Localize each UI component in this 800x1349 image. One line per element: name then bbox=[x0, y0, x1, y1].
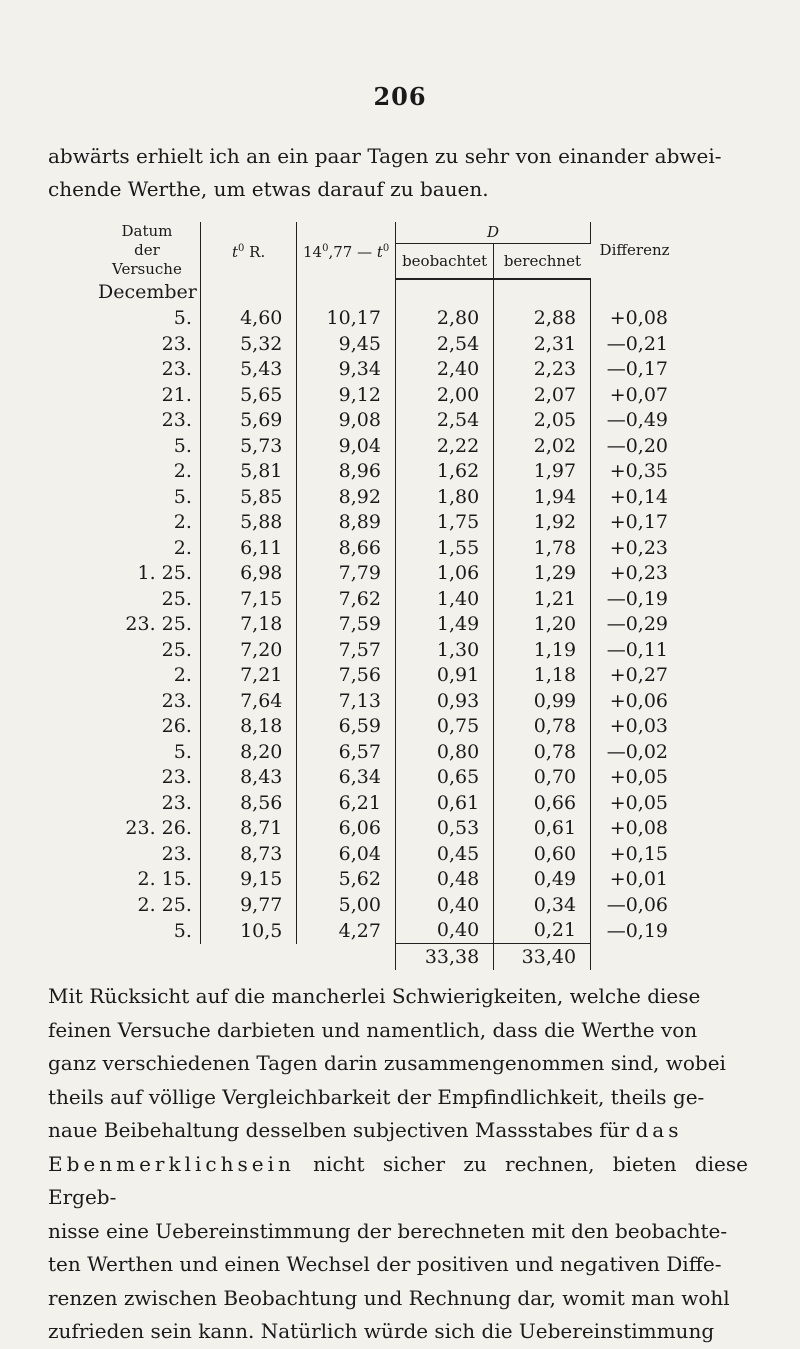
cell-datum: 26. bbox=[94, 714, 200, 740]
cell-t: 7,21 bbox=[200, 663, 297, 689]
table-row bbox=[94, 790, 678, 816]
cell-diff-t: 7,13 bbox=[297, 688, 396, 714]
measurement-table bbox=[94, 222, 678, 970]
cell-berechnet: 1,18 bbox=[494, 663, 591, 689]
cell-t: 5,32 bbox=[200, 331, 297, 357]
cell-beobachtet: 0,45 bbox=[395, 841, 493, 867]
body-spaced-das: das bbox=[635, 1118, 683, 1142]
cell-datum: 2. bbox=[94, 459, 200, 485]
cell-beobachtet: 1,30 bbox=[395, 637, 493, 663]
header-d: D bbox=[395, 222, 590, 244]
cell-diff-t: 8,92 bbox=[297, 484, 396, 510]
cell-t: 5,65 bbox=[200, 382, 297, 408]
cell-differenz: —0,21 bbox=[606, 332, 668, 355]
cell-differenz: +0,05 bbox=[609, 766, 668, 789]
cell-differenz: —0,19 bbox=[606, 587, 668, 610]
cell-berechnet: 1,97 bbox=[494, 459, 591, 485]
intro-line-1: abwärts erhielt ich an ein paar Tagen zu sehr von einander abwei- bbox=[48, 144, 722, 168]
header-berechnet: berechnet bbox=[494, 244, 591, 279]
table-row bbox=[94, 459, 678, 485]
cell-datum: 23. 26. bbox=[94, 816, 200, 842]
cell-berechnet: 2,02 bbox=[494, 433, 591, 459]
cell-differenz: +0,27 bbox=[609, 664, 668, 687]
body-line-10: zufrieden sein kann. Natürlich würde sich die Uebereinstimmung bbox=[48, 1319, 715, 1343]
cell-beobachtet: 0,75 bbox=[395, 714, 493, 740]
body-paragraph bbox=[48, 980, 748, 1349]
cell-diff-t: 9,45 bbox=[297, 331, 396, 357]
cell-beobachtet: 0,93 bbox=[395, 688, 493, 714]
sum-row bbox=[94, 944, 678, 970]
cell-datum: 2. bbox=[94, 663, 200, 689]
cell-beobachtet: 0,61 bbox=[395, 790, 493, 816]
table-row bbox=[94, 586, 678, 612]
cell-berechnet: 2,07 bbox=[494, 382, 591, 408]
cell-t: 6,98 bbox=[200, 561, 297, 587]
body-line-7: nisse eine Uebereinstimmung der berechneten mit den beobachte- bbox=[48, 1218, 728, 1243]
body-line-5 bbox=[48, 1114, 748, 1148]
table-row bbox=[94, 306, 678, 332]
cell-t: 8,56 bbox=[200, 790, 297, 816]
cell-diff-t: 10,17 bbox=[297, 306, 396, 332]
body-line-3: ganz verschiedenen Tagen darin zusammengenommen sind, wobei bbox=[48, 1051, 726, 1075]
cell-berechnet: 2,23 bbox=[494, 357, 591, 383]
cell-beobachtet: 1,75 bbox=[395, 510, 493, 536]
cell-differenz: —0,49 bbox=[606, 409, 668, 432]
cell-differenz: +0,23 bbox=[609, 536, 668, 559]
body-line-6 bbox=[48, 1148, 748, 1215]
cell-differenz: —0,11 bbox=[606, 638, 668, 661]
cell-beobachtet: 0,53 bbox=[395, 816, 493, 842]
cell-beobachtet: 1,06 bbox=[395, 561, 493, 587]
cell-t: 8,20 bbox=[200, 739, 297, 765]
cell-differenz: +0,23 bbox=[609, 562, 668, 585]
body-line-1: Mit Rücksicht auf die mancherlei Schwierigkeiten, welche diese bbox=[48, 984, 701, 1008]
cell-diff-t: 6,06 bbox=[297, 816, 396, 842]
cell-beobachtet: 2,80 bbox=[395, 306, 493, 332]
cell-berechnet: 2,31 bbox=[494, 331, 591, 357]
cell-differenz: —0,29 bbox=[606, 613, 668, 636]
cell-diff-t: 8,96 bbox=[297, 459, 396, 485]
cell-beobachtet: 1,80 bbox=[395, 484, 493, 510]
month-label: December bbox=[94, 279, 200, 306]
cell-beobachtet: 2,00 bbox=[395, 382, 493, 408]
cell-t: 7,18 bbox=[200, 612, 297, 638]
cell-diff-t: 6,59 bbox=[297, 714, 396, 740]
sum-blank bbox=[94, 944, 200, 970]
table-row bbox=[94, 663, 678, 689]
cell-berechnet: 1,94 bbox=[494, 484, 591, 510]
cell-datum: 23. bbox=[94, 841, 200, 867]
cell-datum: 23. bbox=[94, 331, 200, 357]
cell-beobachtet: 2,54 bbox=[395, 408, 493, 434]
cell-datum: 5. bbox=[94, 484, 200, 510]
cell-diff-t: 7,57 bbox=[297, 637, 396, 663]
body-line-6-text: nicht sicher zu rechnen, bieten diese Ergeb- bbox=[48, 1151, 748, 1209]
cell-beobachtet: 0,65 bbox=[395, 765, 493, 791]
sum-blank bbox=[200, 944, 297, 970]
cell-t: 8,71 bbox=[200, 816, 297, 842]
cell-berechnet: 2,88 bbox=[494, 306, 591, 332]
header-t: $t^0$ R. bbox=[200, 222, 297, 279]
cell-differenz: +0,35 bbox=[609, 460, 668, 483]
cell-datum: 5. bbox=[94, 918, 200, 944]
cell-beobachtet: 0,80 bbox=[395, 739, 493, 765]
cell-t: 5,73 bbox=[200, 433, 297, 459]
page-number: 206 bbox=[373, 82, 427, 111]
cell-datum: 23. bbox=[94, 765, 200, 791]
cell-datum: 23. bbox=[94, 357, 200, 383]
cell-diff-t: 9,34 bbox=[297, 357, 396, 383]
cell-t: 7,64 bbox=[200, 688, 297, 714]
table-row bbox=[94, 739, 678, 765]
cell-datum: 23. 25. bbox=[94, 612, 200, 638]
table-row bbox=[94, 382, 678, 408]
cell-differenz: +0,17 bbox=[609, 511, 668, 534]
cell-diff-t: 4,27 bbox=[297, 918, 396, 944]
cell-datum: 23. bbox=[94, 688, 200, 714]
cell-beobachtet: 2,40 bbox=[395, 357, 493, 383]
body-spaced-ebenmerklichsein: Ebenmerklichsein bbox=[48, 1151, 295, 1176]
cell-differenz: —0,20 bbox=[606, 434, 668, 457]
cell-berechnet: 1,21 bbox=[494, 586, 591, 612]
table-row bbox=[94, 561, 678, 587]
sum-berechnet: 33,40 bbox=[494, 944, 591, 970]
cell-t: 7,15 bbox=[200, 586, 297, 612]
cell-diff-t: 7,56 bbox=[297, 663, 396, 689]
cell-datum: 21. bbox=[94, 382, 200, 408]
table-row bbox=[94, 357, 678, 383]
body-line-5-text: naue Beibehaltung desselben subjectiven Massstabes für bbox=[48, 1118, 630, 1142]
cell-t: 5,69 bbox=[200, 408, 297, 434]
cell-t: 5,43 bbox=[200, 357, 297, 383]
cell-differenz: +0,03 bbox=[609, 715, 668, 738]
cell-diff-t: 8,89 bbox=[297, 510, 396, 536]
cell-beobachtet: 1,62 bbox=[395, 459, 493, 485]
table-row bbox=[94, 688, 678, 714]
cell-differenz: +0,15 bbox=[609, 842, 668, 865]
cell-t: 8,18 bbox=[200, 714, 297, 740]
table-row bbox=[94, 765, 678, 791]
cell-diff-t: 9,12 bbox=[297, 382, 396, 408]
cell-berechnet: 0,21 bbox=[494, 918, 591, 944]
cell-datum: 2. bbox=[94, 510, 200, 536]
table-row bbox=[94, 535, 678, 561]
cell-diff-t: 7,79 bbox=[297, 561, 396, 587]
header-datum: Datum der Versuche bbox=[94, 222, 200, 279]
cell-diff-t: 6,57 bbox=[297, 739, 396, 765]
sum-blank bbox=[297, 944, 396, 970]
cell-datum: 2. 25. bbox=[94, 892, 200, 918]
cell-datum: 2. bbox=[94, 535, 200, 561]
cell-differenz: +0,08 bbox=[609, 817, 668, 840]
cell-differenz: +0,05 bbox=[609, 791, 668, 814]
cell-berechnet: 0,70 bbox=[494, 765, 591, 791]
header-beobachtet: beobachtet bbox=[395, 244, 493, 279]
body-line-8: ten Werthen und einen Wechsel der positiven und negativen Diffe- bbox=[48, 1252, 722, 1276]
cell-berechnet: 0,66 bbox=[494, 790, 591, 816]
body-line-9: renzen zwischen Beobachtung und Rechnung dar, womit man wohl bbox=[48, 1285, 730, 1310]
cell-berechnet: 0,78 bbox=[494, 714, 591, 740]
header-differenz: Differenz bbox=[599, 241, 670, 259]
cell-t: 7,20 bbox=[200, 637, 297, 663]
cell-diff-t: 6,04 bbox=[297, 841, 396, 867]
cell-beobachtet: 1,55 bbox=[395, 535, 493, 561]
cell-datum: 5. bbox=[94, 433, 200, 459]
cell-differenz: +0,07 bbox=[609, 383, 668, 406]
cell-diff-t: 7,59 bbox=[297, 612, 396, 638]
cell-berechnet: 0,78 bbox=[494, 739, 591, 765]
table-row bbox=[94, 841, 678, 867]
cell-t: 9,15 bbox=[200, 867, 297, 893]
cell-beobachtet: 2,22 bbox=[395, 433, 493, 459]
cell-berechnet: 1,20 bbox=[494, 612, 591, 638]
cell-berechnet: 0,49 bbox=[494, 867, 591, 893]
cell-t: 10,5 bbox=[200, 918, 297, 944]
cell-datum: 5. bbox=[94, 739, 200, 765]
cell-diff-t: 9,04 bbox=[297, 433, 396, 459]
table-row bbox=[94, 816, 678, 842]
cell-datum: 25. bbox=[94, 637, 200, 663]
cell-berechnet: 1,92 bbox=[494, 510, 591, 536]
cell-berechnet: 0,34 bbox=[494, 892, 591, 918]
cell-beobachtet: 0,48 bbox=[395, 867, 493, 893]
cell-berechnet: 1,19 bbox=[494, 637, 591, 663]
cell-datum: 1. 25. bbox=[94, 561, 200, 587]
table-row bbox=[94, 637, 678, 663]
cell-t: 6,11 bbox=[200, 535, 297, 561]
cell-diff-t: 5,00 bbox=[297, 892, 396, 918]
month-row bbox=[94, 279, 678, 306]
cell-differenz: +0,01 bbox=[609, 868, 668, 891]
cell-berechnet: 1,29 bbox=[494, 561, 591, 587]
sum-blank bbox=[591, 944, 678, 970]
cell-berechnet: 0,60 bbox=[494, 841, 591, 867]
cell-beobachtet: 0,40 bbox=[395, 892, 493, 918]
cell-differenz: +0,08 bbox=[609, 307, 668, 330]
cell-berechnet: 2,05 bbox=[494, 408, 591, 434]
cell-differenz: —0,02 bbox=[606, 740, 668, 763]
table-row bbox=[94, 867, 678, 893]
table-row bbox=[94, 612, 678, 638]
cell-differenz: +0,14 bbox=[609, 485, 668, 508]
cell-berechnet: 1,78 bbox=[494, 535, 591, 561]
cell-differenz: —0,06 bbox=[606, 893, 668, 916]
table-row bbox=[94, 433, 678, 459]
cell-diff-t: 5,62 bbox=[297, 867, 396, 893]
cell-t: 8,73 bbox=[200, 841, 297, 867]
cell-t: 4,60 bbox=[200, 306, 297, 332]
cell-beobachtet: 2,54 bbox=[395, 331, 493, 357]
cell-diff-t: 7,62 bbox=[297, 586, 396, 612]
cell-diff-t: 8,66 bbox=[297, 535, 396, 561]
cell-berechnet: 0,61 bbox=[494, 816, 591, 842]
cell-datum: 2. 15. bbox=[94, 867, 200, 893]
cell-berechnet: 0,99 bbox=[494, 688, 591, 714]
table-row bbox=[94, 408, 678, 434]
cell-t: 5,85 bbox=[200, 484, 297, 510]
cell-diff-t: 6,21 bbox=[297, 790, 396, 816]
sum-beobachtet: 33,38 bbox=[395, 944, 493, 970]
cell-t: 5,88 bbox=[200, 510, 297, 536]
table-row bbox=[94, 918, 678, 944]
cell-datum: 23. bbox=[94, 790, 200, 816]
cell-differenz: +0,06 bbox=[609, 689, 668, 712]
cell-datum: 25. bbox=[94, 586, 200, 612]
table-row bbox=[94, 892, 678, 918]
cell-differenz: —0,19 bbox=[606, 919, 668, 942]
header-diff-t: $14^0,77$ — $t^0$ bbox=[297, 222, 396, 279]
cell-beobachtet: 1,49 bbox=[395, 612, 493, 638]
table-row bbox=[94, 714, 678, 740]
cell-datum: 23. bbox=[94, 408, 200, 434]
body-line-4: theils auf völlige Vergleichbarkeit der Empfindlichkeit, theils ge- bbox=[48, 1084, 705, 1109]
cell-beobachtet: 0,91 bbox=[395, 663, 493, 689]
table-row bbox=[94, 510, 678, 536]
body-line-2: feinen Versuche darbieten und namentlich, dass die Werthe von bbox=[48, 1017, 698, 1042]
cell-datum: 5. bbox=[94, 306, 200, 332]
cell-differenz: —0,17 bbox=[606, 358, 668, 381]
cell-t: 9,77 bbox=[200, 892, 297, 918]
cell-beobachtet: 0,40 bbox=[395, 918, 493, 944]
cell-diff-t: 9,08 bbox=[297, 408, 396, 434]
table-row bbox=[94, 331, 678, 357]
cell-t: 5,81 bbox=[200, 459, 297, 485]
intro-line-2: chende Werthe, um etwas darauf zu bauen. bbox=[48, 177, 489, 201]
cell-t: 8,43 bbox=[200, 765, 297, 791]
cell-diff-t: 6,34 bbox=[297, 765, 396, 791]
intro-paragraph bbox=[48, 140, 748, 206]
cell-beobachtet: 1,40 bbox=[395, 586, 493, 612]
table-row bbox=[94, 484, 678, 510]
